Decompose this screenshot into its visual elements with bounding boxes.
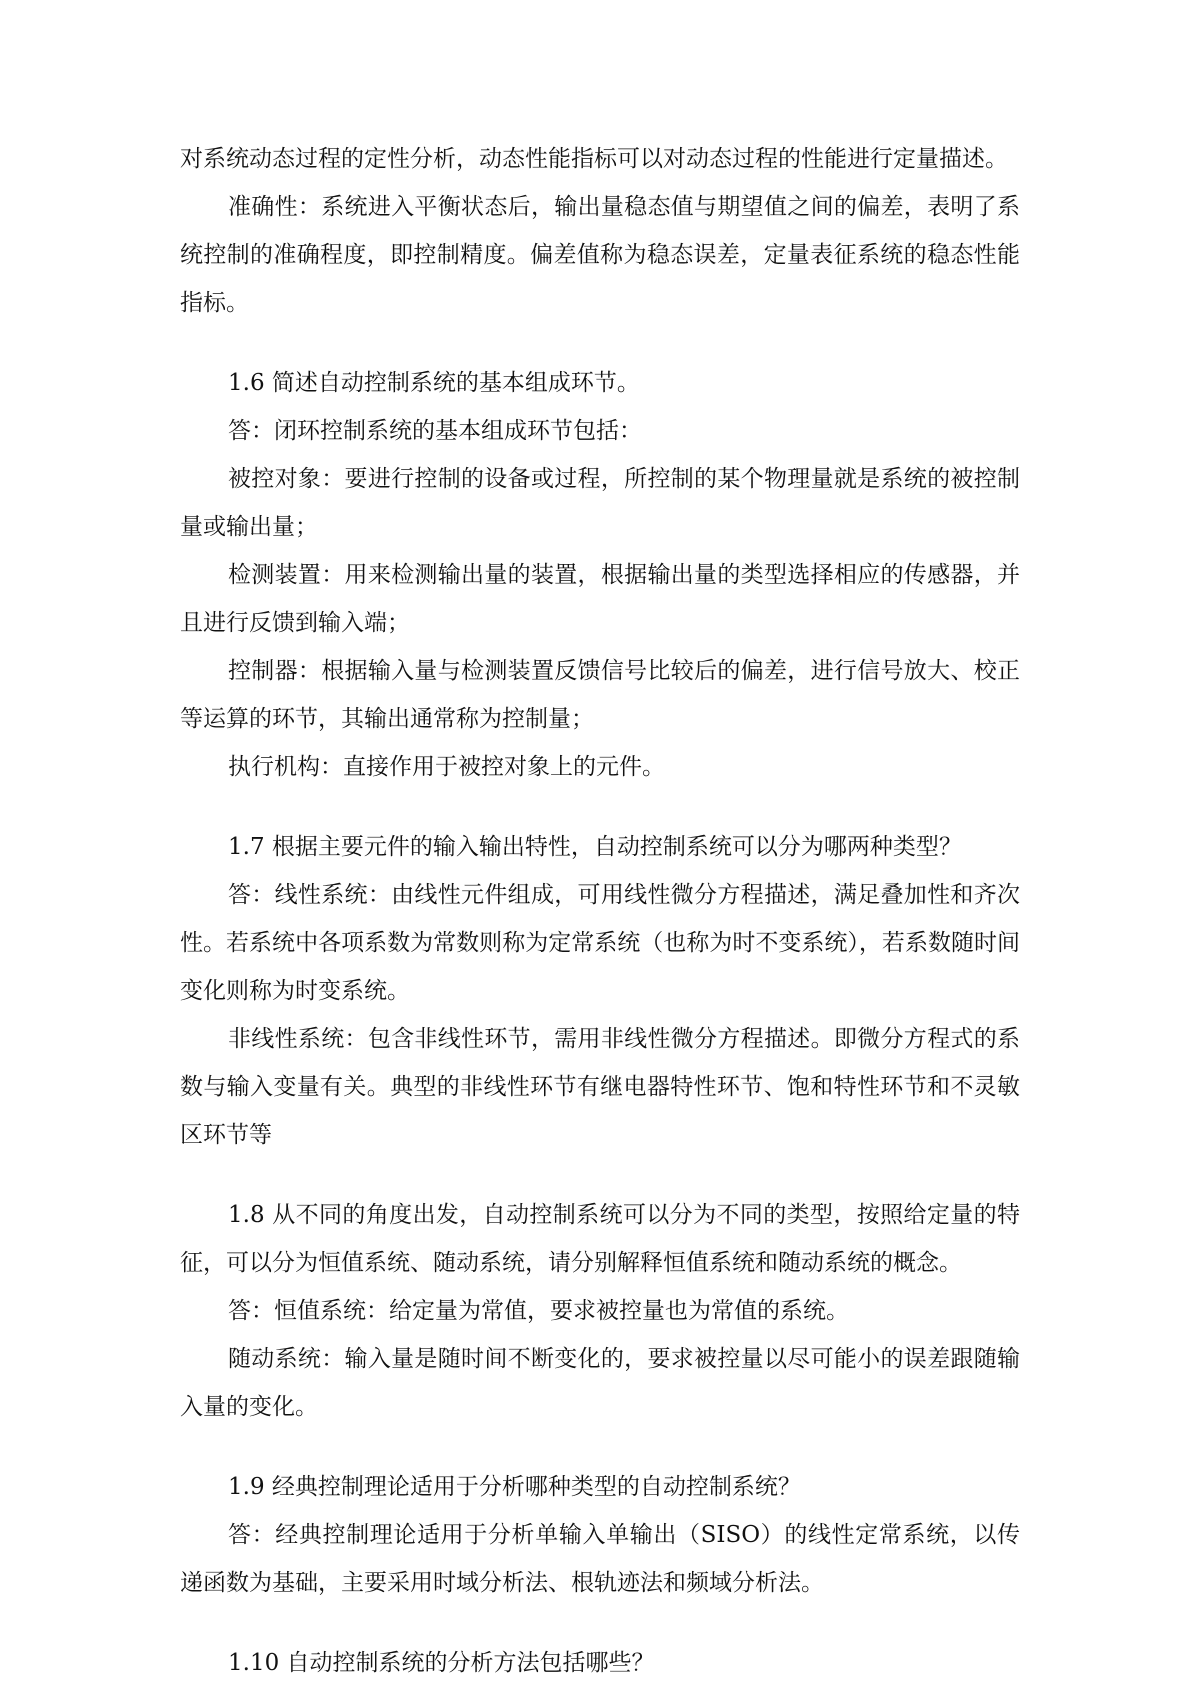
answer-paragraph: 答：恒值系统：给定量为常值，要求被控量也为常值的系统。 [228,1298,849,1324]
question-heading: 1.8 从不同的角度出发，自动控制系统可以分为不同的类型，按照给定量的特征，可以分为恒值系统、随动系统，请分别解释恒值系统和随动系统的概念。 [180,1202,1020,1276]
paragraph: 执行机构：直接作用于被控对象上的元件。 [228,754,665,780]
question-heading: 1.7 根据主要元件的输入输出特性，自动控制系统可以分为哪两种类型？ [228,834,962,860]
paragraph: 随动系统：输入量是随时间不断变化的，要求被控量以尽可能小的误差跟随输入量的变化。 [180,1346,1020,1420]
paragraph: 准确性：系统进入平衡状态后，输出量稳态值与期望值之间的偏差，表明了系统控制的准确程度，即控制精度。偏差值称为稳态误差，定量表征系统的稳态性能指标。 [180,194,1020,316]
question-heading: 1.6 简述自动控制系统的基本组成环节。 [228,370,640,396]
answer-paragraph: 答：经典控制理论适用于分析单输入单输出（SISO）的线性定常系统，以传递函数为基础，主要采用时域分析法、根轨迹法和频域分析法。 [180,1522,1020,1596]
paragraph: 非线性系统：包含非线性环节，需用非线性微分方程描述。即微分方程式的系数与输入变量有关。典型的非线性环节有继电器特性环节、饱和特性环节和不灵敏区环节等 [180,1026,1020,1148]
answer-paragraph: 答：闭环控制系统的基本组成环节包括： [228,418,642,444]
paragraph-gap [180,1607,1020,1639]
document-page [180,135,1020,1687]
paragraph-gap [180,1159,1020,1191]
paragraph: 检测装置：用来检测输出量的装置，根据输出量的类型选择相应的传感器，并且进行反馈到输入端； [180,562,1020,636]
paragraph-gap [180,327,1020,359]
paragraph-gap [180,1431,1020,1463]
paragraph: 控制器：根据输入量与检测装置反馈信号比较后的偏差，进行信号放大、校正等运算的环节，其输出通常称为控制量； [180,658,1020,732]
paragraph-gap [180,791,1020,823]
paragraph: 被控对象：要进行控制的设备或过程，所控制的某个物理量就是系统的被控制量或输出量； [180,466,1020,540]
question-heading: 1.10 自动控制系统的分析方法包括哪些？ [228,1650,655,1676]
answer-paragraph: 答：线性系统：由线性元件组成，可用线性微分方程描述，满足叠加性和齐次性。若系统中各项系数为常数则称为定常系统（也称为时不变系统），若系数随时间变化则称为时变系统。 [180,882,1020,1004]
question-heading: 1.9 经典控制理论适用于分析哪种类型的自动控制系统？ [228,1474,801,1500]
paragraph: 对系统动态过程的定性分析，动态性能指标可以对动态过程的性能进行定量描述。 [180,146,1008,172]
